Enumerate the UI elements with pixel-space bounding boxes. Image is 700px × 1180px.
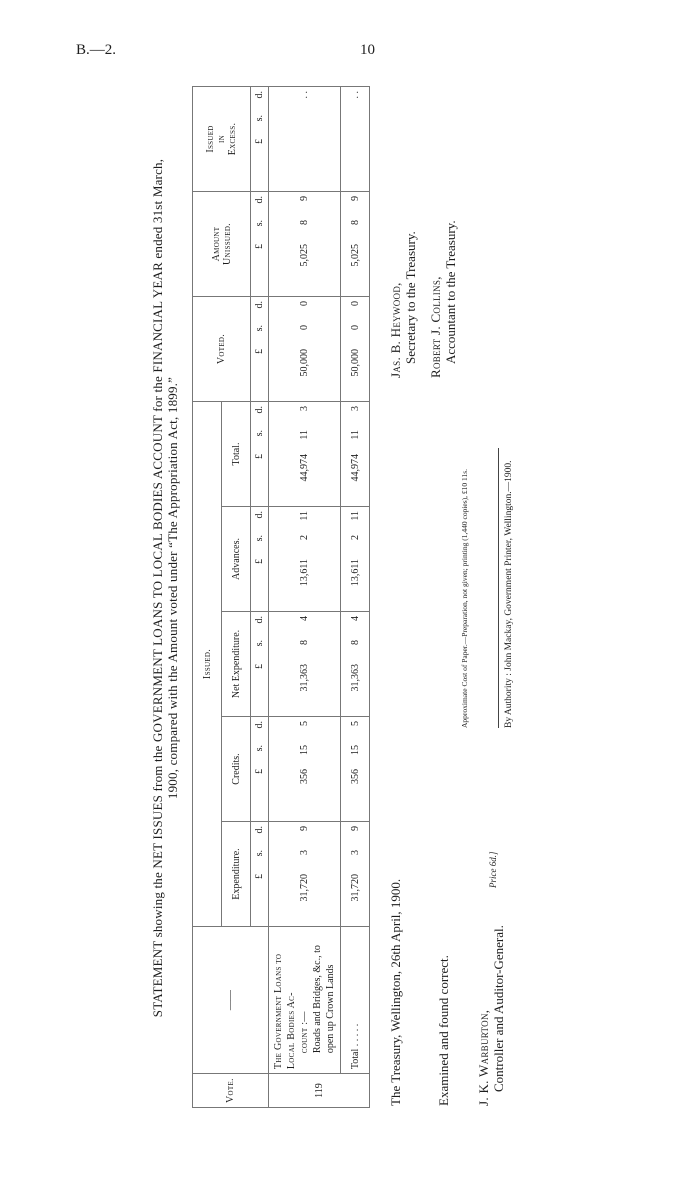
pence: 5 [349,721,361,726]
pounds: 31,720 [299,874,310,902]
price-note: Price 6d.] [488,851,498,888]
pence: 9 [299,196,310,201]
pence: 0 [349,301,361,306]
row-unissued [269,192,341,297]
printer-authority: By Authority : John Mackay, Government Printer, Wellington.—1900. [504,460,514,728]
units-cell [251,192,269,297]
units-cell [251,297,269,402]
pence: 3 [349,406,361,411]
units-cell [251,822,269,927]
units-cell [251,717,269,822]
pounds: 31,363 [349,664,361,692]
pounds: 356 [349,769,361,784]
unit-pounds: £ [254,139,265,144]
total-unissued [341,192,370,297]
account-heading-line-2: count :— [299,1011,310,1054]
pence: 4 [349,616,361,621]
account-description [269,927,341,1074]
row-excess: . . [269,87,341,192]
row-advances [269,507,341,612]
title-line-2: 1900, compared with the Amount voted under “The Appropriation Act, 1899.” [165,376,180,800]
unit-pounds: £ [254,769,265,774]
unit-pence: d. [254,826,265,834]
unit-shillings: s. [254,640,265,647]
examined-statement: Examined and found correct. [436,955,451,1106]
pounds: 44,974 [299,454,310,482]
row-net-expenditure [269,612,341,717]
pence: 0 [299,301,310,306]
total-expenditure [341,822,370,927]
unissued-header [193,192,251,297]
document-reference: B.—2. [76,42,117,58]
units-cell [251,402,269,507]
accountant-name: Robert J. Collins, [428,276,443,378]
pounds: 31,720 [349,874,361,902]
total-advances [341,507,370,612]
pence: 11 [349,511,361,521]
pounds: 44,974 [349,454,361,482]
row-expenditure [269,822,341,927]
pounds: 13,611 [299,559,310,587]
shillings: 11 [299,430,310,440]
pounds: 31,363 [299,664,310,692]
unit-pounds: £ [254,874,265,879]
units-cell [251,507,269,612]
pounds: 356 [299,769,310,784]
unit-pence: d. [254,721,265,729]
total-label: Total . . . . . [341,927,370,1074]
total-excess: . . [341,87,370,192]
unit-shillings: s. [254,745,265,752]
unit-shillings: s. [254,430,265,437]
footer-section [388,68,548,1108]
approx-cost-note: Approximate Cost of Paper.—Preparation, not given; printing (1,440 copies), £10 11s. [460,468,469,728]
shillings: 0 [299,325,310,330]
statement-table [192,86,370,1108]
unit-pounds: £ [254,559,265,564]
account-heading-row [269,87,341,1108]
secretary-title: Secretary to the Treasury. [403,231,418,364]
unit-pence: d. [254,511,265,519]
units-cell [251,612,269,717]
auditor-title: Controller and Auditor-General. [491,925,506,1092]
shillings: 8 [299,640,310,645]
total-row [341,87,370,1108]
excess-header-line-1: Issued [205,125,216,153]
unit-shillings: s. [254,325,265,332]
pence: 9 [349,196,361,201]
auditor-signature [476,925,506,1106]
excess-header-line-2: in [216,135,227,143]
treasury-date: The Treasury, Wellington, 26th April, 1900. [388,878,403,1106]
unit-pounds: £ [254,454,265,459]
row-credits [269,717,341,822]
account-heading-line-1: The Government Loans to Local Bodies Ac- [273,953,297,1070]
unit-pence: d. [254,616,265,624]
unit-pence: d. [254,406,265,414]
pounds: 5,025 [299,244,310,267]
secretary-signature [388,231,418,378]
credits-header: Credits. [222,717,251,822]
statement-title [150,68,180,1108]
pence: 5 [299,721,310,726]
unissued-header-line-2: Unissued. [221,223,233,265]
title-line-1: STATEMENT showing the NET ISSUES from the GOVERNMENT LOANS TO LOCAL BODIES ACCOUNT for the FINANCIAL YEAR ended 31st March, [150,158,165,1018]
total-net-expenditure [341,612,370,717]
unit-pounds: £ [254,244,265,249]
secretary-name: Jas. B. Heywood, [388,282,403,378]
unit-pence: d. [254,196,265,204]
row-voted [269,297,341,402]
shillings: 11 [349,430,361,440]
unissued-header-line-1: Amount [210,226,222,262]
page-number: 10 [360,42,375,58]
excess-header-line-3: Excess. [227,122,238,156]
net-expenditure-header: Net Expenditure. [222,612,251,717]
pounds: 5,025 [349,244,361,267]
vote-number: 119 [269,1074,370,1108]
shillings: 3 [349,850,361,855]
shillings: 8 [299,220,310,225]
pence: 9 [349,826,361,831]
shillings: 15 [349,745,361,755]
auditor-name: J. K. Warburton, [476,1009,491,1106]
pence: 4 [299,616,310,621]
shillings: 2 [299,535,310,540]
total-credits [341,717,370,822]
excess-header [193,87,251,192]
description-header: —— [193,927,269,1074]
unit-shillings: s. [254,535,265,542]
issued-header: Issued. [193,402,222,927]
shillings: 2 [349,535,361,540]
rotated-statement [150,68,620,1108]
voted-header: Voted. [193,297,251,402]
pence: 11 [299,511,310,521]
total-total [341,402,370,507]
accountant-signature [428,220,458,378]
accountant-title: Accountant to the Treasury. [443,220,458,364]
shillings: 15 [299,745,310,755]
unit-pence: d. [254,301,265,309]
vote-header: Vote. [193,1074,269,1108]
footer-rule [498,448,499,728]
pounds: 50,000 [349,349,361,377]
shillings: 3 [299,850,310,855]
unit-shillings: s. [254,850,265,857]
total-header: Total. [222,402,251,507]
pounds: 13,611 [349,559,361,587]
total-voted [341,297,370,402]
roads-bridges-desc: Roads and Bridges, &c., to open up Crown Lands [312,945,336,1054]
pence: 3 [299,406,310,411]
pence: 9 [299,826,310,831]
unit-pounds: £ [254,349,265,354]
expenditure-header: Expenditure. [222,822,251,927]
pounds: 50,000 [299,349,310,377]
shillings: 0 [349,325,361,330]
advances-header: Advances. [222,507,251,612]
unit-pence: d. [254,91,265,99]
shillings: 8 [349,220,361,225]
units-cell [251,87,269,192]
unit-shillings: s. [254,115,265,122]
shillings: 8 [349,640,361,645]
unit-shillings: s. [254,220,265,227]
row-total [269,402,341,507]
unit-pounds: £ [254,664,265,669]
